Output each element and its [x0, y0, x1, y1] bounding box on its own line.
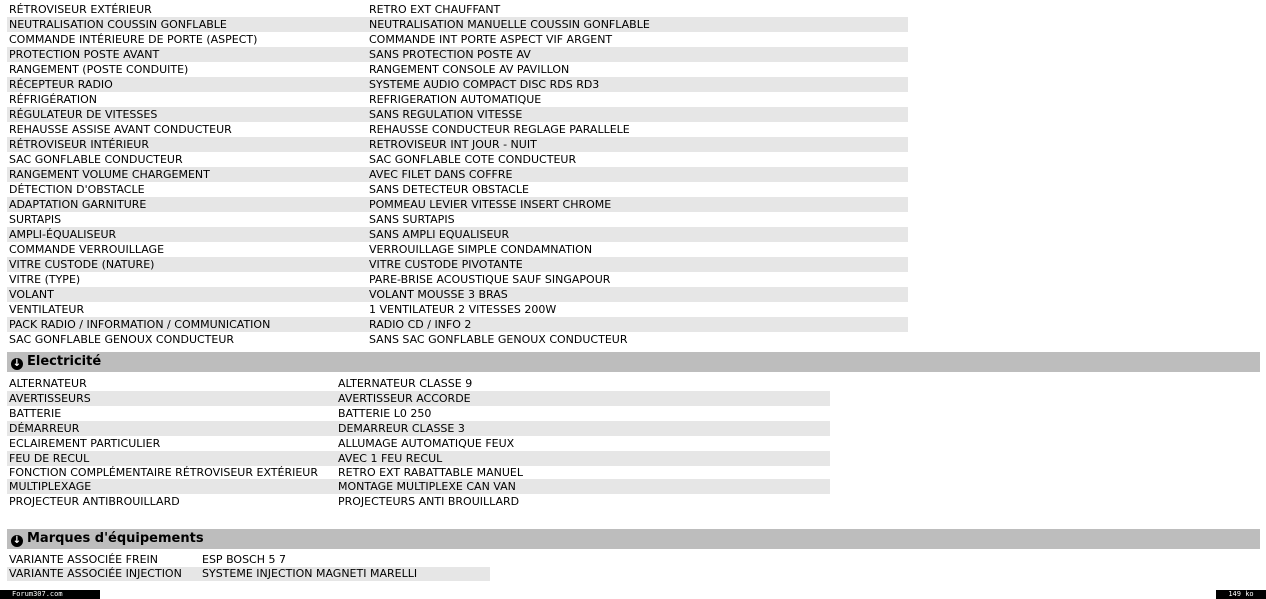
row-value: VOLANT MOUSSE 3 BRAS [367, 287, 908, 302]
row-value: SYSTEME INJECTION MAGNETI MARELLI [200, 567, 490, 581]
row-value: RETRO EXT RABATTABLE MANUEL [338, 466, 523, 479]
row-value: DEMARREUR CLASSE 3 [336, 421, 830, 436]
table-row [7, 567, 490, 581]
row-value: NEUTRALISATION MANUELLE COUSSIN GONFLABLE [367, 17, 908, 32]
row-label: AVERTISSEURS [7, 391, 336, 406]
row-value: RETRO EXT CHAUFFANT [369, 3, 501, 16]
table-row [7, 302, 908, 317]
table-row [7, 77, 908, 92]
row-label: SAC GONFLABLE GENOUX CONDUCTEUR [9, 333, 235, 346]
row-label: VOLANT [7, 287, 367, 302]
table-row [7, 287, 908, 302]
row-label: ALTERNATEUR [9, 377, 87, 390]
table-row [7, 272, 908, 287]
row-label: FONCTION COMPLÉMENTAIRE RÉTROVISEUR EXTÉRIEUR [9, 466, 318, 479]
row-value: SANS PROTECTION POSTE AV [367, 47, 908, 62]
row-label: BATTERIE [9, 407, 62, 420]
row-value: AVEC FILET DANS COFFRE [367, 167, 908, 182]
row-value: SYSTEME AUDIO COMPACT DISC RDS RD3 [367, 77, 908, 92]
table-row [7, 227, 908, 242]
table-row [7, 47, 908, 62]
table-row [7, 451, 830, 466]
table-row [7, 391, 830, 406]
table-row [7, 212, 908, 227]
row-value: PARE-BRISE ACOUSTIQUE SAUF SINGAPOUR [369, 273, 611, 286]
interieur-table [7, 2, 908, 347]
row-value: SANS DETECTEUR OBSTACLE [369, 183, 529, 196]
row-value: PROJECTEURS ANTI BROUILLARD [338, 495, 520, 508]
watermark-badge: Forum307.com [0, 590, 100, 599]
row-label: SURTAPIS [9, 213, 62, 226]
row-value: RETROVISEUR INT JOUR - NUIT [367, 137, 908, 152]
row-label: RANGEMENT VOLUME CHARGEMENT [7, 167, 367, 182]
row-label: DÉTECTION D'OBSTACLE [9, 183, 145, 196]
table-row [7, 32, 908, 47]
table-row [7, 62, 908, 77]
row-label: RANGEMENT (POSTE CONDUITE) [9, 63, 189, 76]
row-value: BATTERIE L0 250 [338, 407, 432, 420]
row-label: RÉFRIGÉRATION [9, 93, 97, 106]
row-label: VARIANTE ASSOCIÉE FREIN [9, 553, 159, 566]
table-row [7, 421, 830, 436]
section-title: Marques d'équipements [27, 531, 204, 546]
table-row [7, 152, 908, 167]
section-header-marques[interactable] [7, 529, 1260, 549]
row-value: REHAUSSE CONDUCTEUR REGLAGE PARALLELE [369, 123, 630, 136]
row-label: REHAUSSE ASSISE AVANT CONDUCTEUR [9, 123, 232, 136]
row-value: SANS AMPLI EQUALISEUR [367, 227, 908, 242]
row-value: VITRE CUSTODE PIVOTANTE [367, 257, 908, 272]
row-value: RANGEMENT CONSOLE AV PAVILLON [369, 63, 570, 76]
row-value: ALTERNATEUR CLASSE 9 [338, 377, 473, 390]
row-value: COMMANDE INT PORTE ASPECT VIF ARGENT [369, 33, 613, 46]
row-value: MONTAGE MULTIPLEXE CAN VAN [336, 479, 830, 494]
table-row [7, 197, 908, 212]
row-value: SANS REGULATION VITESSE [367, 107, 908, 122]
table-row [7, 466, 830, 479]
row-value: SANS SAC GONFLABLE GENOUX CONDUCTEUR [369, 333, 628, 346]
arrow-down-icon[interactable]: ↓ [12, 358, 22, 369]
row-value: ESP BOSCH 5 7 [202, 553, 286, 566]
table-row [7, 317, 908, 332]
row-value: SANS SURTAPIS [369, 213, 455, 226]
table-row [7, 257, 908, 272]
table-row [7, 182, 908, 197]
table-row [7, 122, 908, 137]
row-label: VITRE (TYPE) [9, 273, 81, 286]
arrow-down-icon[interactable]: ↓ [12, 535, 22, 546]
row-value: 1 VENTILATEUR 2 VITESSES 200W [369, 303, 557, 316]
table-row [7, 92, 908, 107]
row-label: RÉGULATEUR DE VITESSES [7, 107, 367, 122]
marques-table [7, 553, 490, 581]
section-header-electricite[interactable] [7, 352, 1260, 372]
table-row [7, 137, 908, 152]
table-row [7, 107, 908, 122]
row-label: COMMANDE VERROUILLAGE [9, 243, 165, 256]
row-value: AVERTISSEUR ACCORDE [336, 391, 830, 406]
table-row [7, 2, 908, 17]
table-row [7, 376, 830, 391]
table-row [7, 436, 830, 451]
row-label: AMPLI-ÉQUALISEUR [7, 227, 367, 242]
table-row [7, 479, 830, 494]
row-label: COMMANDE INTÉRIEURE DE PORTE (ASPECT) [9, 33, 258, 46]
row-label: SAC GONFLABLE CONDUCTEUR [9, 153, 183, 166]
table-row [7, 242, 908, 257]
row-label: PACK RADIO / INFORMATION / COMMUNICATION [7, 317, 367, 332]
table-row [7, 332, 908, 347]
row-label: PROJECTEUR ANTIBROUILLARD [9, 495, 180, 508]
row-label: ADAPTATION GARNITURE [7, 197, 367, 212]
file-size-badge: 149 ko [1216, 590, 1266, 599]
table-row [7, 494, 830, 509]
table-row [7, 406, 830, 421]
table-row [7, 167, 908, 182]
row-label: ECLAIREMENT PARTICULIER [9, 437, 161, 450]
row-value: SAC GONFLABLE COTE CONDUCTEUR [369, 153, 577, 166]
row-label: DÉMARREUR [7, 421, 336, 436]
row-label: MULTIPLEXAGE [7, 479, 336, 494]
row-label: FEU DE RECUL [7, 451, 336, 466]
row-value: ALLUMAGE AUTOMATIQUE FEUX [338, 437, 515, 450]
row-label: RÉCEPTEUR RADIO [7, 77, 367, 92]
row-label: PROTECTION POSTE AVANT [7, 47, 367, 62]
row-label: NEUTRALISATION COUSSIN GONFLABLE [7, 17, 367, 32]
row-value: REFRIGERATION AUTOMATIQUE [369, 93, 542, 106]
row-label: VENTILATEUR [9, 303, 85, 316]
section-title: Electricité [27, 354, 102, 369]
row-label: VITRE CUSTODE (NATURE) [7, 257, 367, 272]
row-label: RÉTROVISEUR INTÉRIEUR [7, 137, 367, 152]
row-value: RADIO CD / INFO 2 [367, 317, 908, 332]
table-row [7, 17, 908, 32]
electricite-table [7, 376, 830, 509]
row-value: VERROUILLAGE SIMPLE CONDAMNATION [369, 243, 593, 256]
row-label: VARIANTE ASSOCIÉE INJECTION [7, 567, 200, 581]
table-row [7, 553, 490, 567]
row-value: POMMEAU LEVIER VITESSE INSERT CHROME [367, 197, 908, 212]
row-label: RÉTROVISEUR EXTÉRIEUR [9, 3, 152, 16]
row-value: AVEC 1 FEU RECUL [336, 451, 830, 466]
